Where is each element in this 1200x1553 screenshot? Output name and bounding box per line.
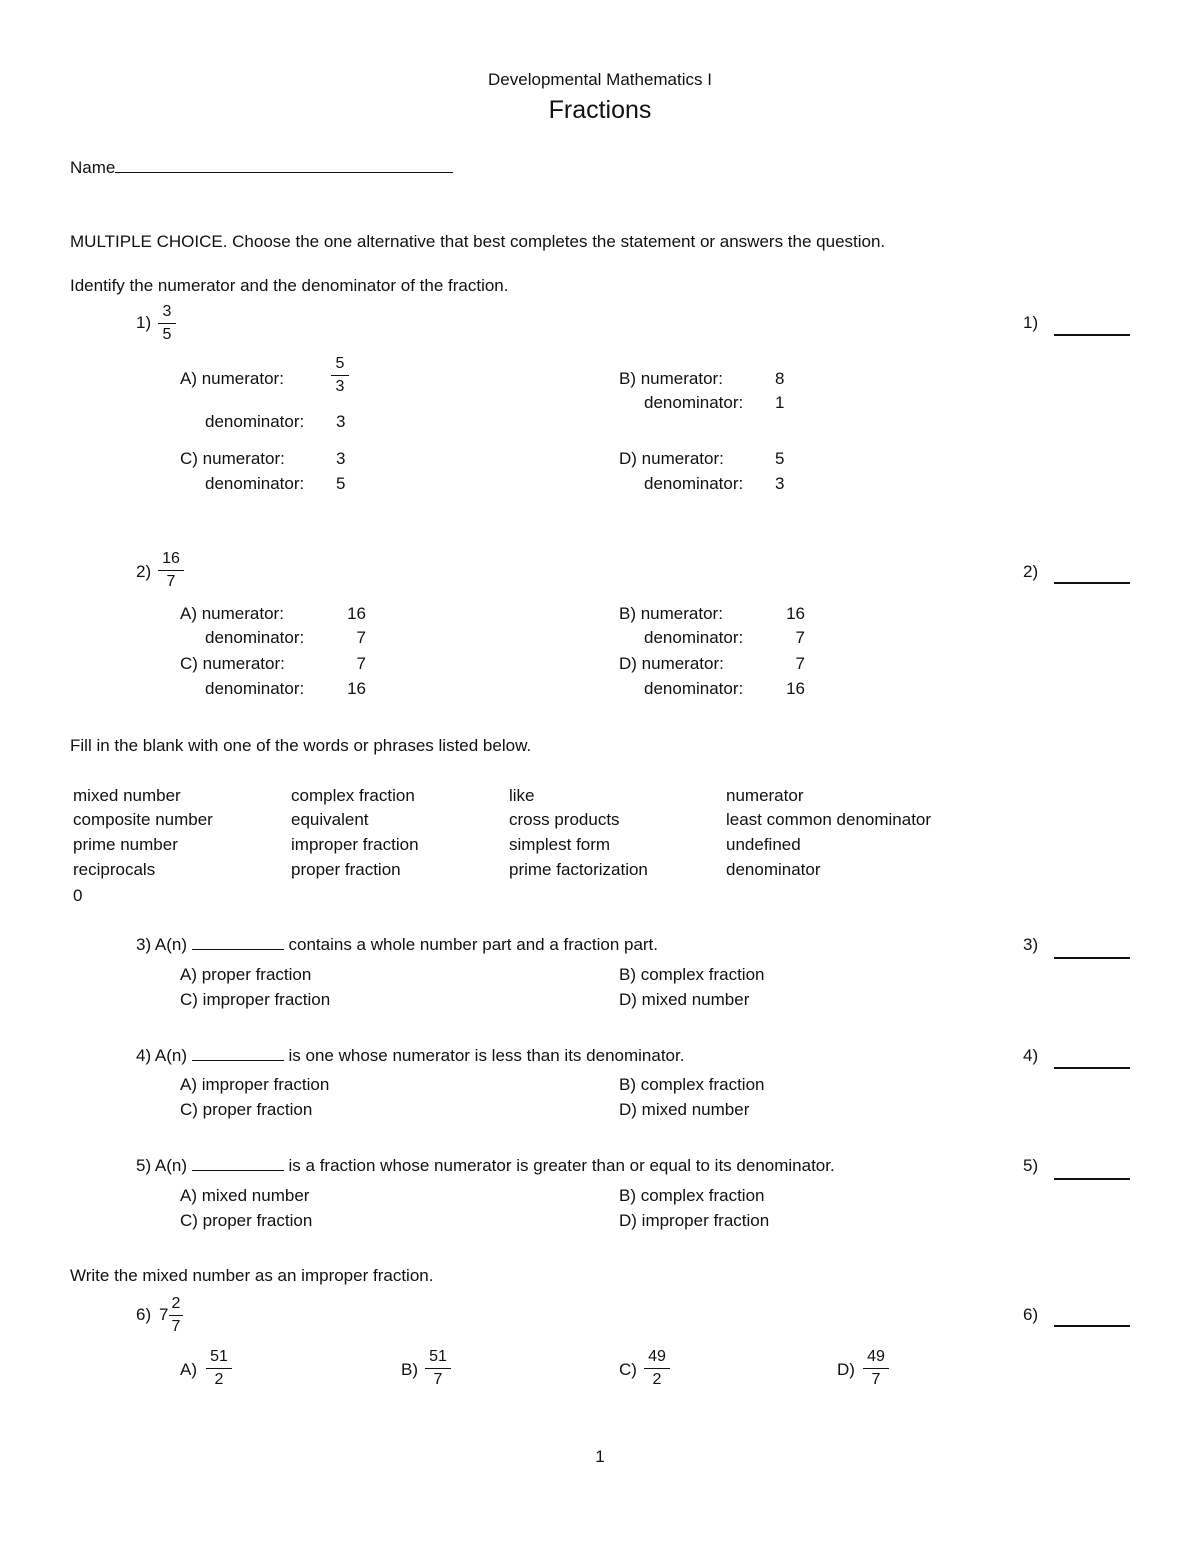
choice-c-numerator-value: 7 <box>356 654 366 673</box>
fraction-bar <box>863 1368 889 1369</box>
choice-c-label[interactable]: C) <box>619 1360 637 1379</box>
fraction-bar <box>206 1368 232 1369</box>
question-prefix: A(n) <box>154 935 188 954</box>
word-bank-item: complex fraction <box>291 786 415 805</box>
fraction-bar <box>158 323 176 324</box>
fraction-bar <box>644 1368 670 1369</box>
question-stem <box>136 1046 684 1066</box>
choice-a-fraction <box>331 354 349 397</box>
choice-a-denominator-label: denominator: <box>205 412 305 431</box>
numerator: 51 <box>210 1348 228 1365</box>
choice-b-fraction <box>425 1347 451 1390</box>
answer-number: 6) <box>1023 1305 1039 1324</box>
mixed-whole: 7 <box>159 1305 169 1324</box>
numerator: 49 <box>867 1348 885 1365</box>
choice-d[interactable]: D) improper fraction <box>619 1211 770 1230</box>
answer-blank[interactable] <box>1054 582 1130 584</box>
denominator: 5 <box>162 326 172 343</box>
question-stem <box>136 935 658 955</box>
question-number: 6) <box>136 1305 152 1324</box>
choice-c-denominator-value: 16 <box>347 679 366 698</box>
question-text: is one whose numerator is less than its denominator. <box>288 1046 685 1065</box>
answer-number: 4) <box>1023 1046 1039 1065</box>
choice-b-denominator-value: 7 <box>795 628 805 647</box>
choice-a-denominator-label: denominator: <box>205 628 305 647</box>
choice-c-label[interactable]: C) numerator: <box>180 449 285 468</box>
word-bank-item: numerator <box>726 786 804 805</box>
choice-a[interactable]: A) proper fraction <box>180 965 312 984</box>
word-bank-item: equivalent <box>291 810 369 829</box>
choice-d-denominator-label: denominator: <box>644 679 744 698</box>
choice-a-label[interactable]: A) <box>180 1360 197 1379</box>
question-stem <box>136 1156 835 1176</box>
answer-blank[interactable] <box>1054 957 1130 959</box>
denominator: 7 <box>433 1371 443 1388</box>
fill-blank[interactable] <box>192 949 284 950</box>
answer-blank[interactable] <box>1054 1178 1130 1180</box>
name-field[interactable] <box>70 158 453 178</box>
choice-a-label[interactable]: A) numerator: <box>180 604 284 623</box>
choice-c[interactable]: C) improper fraction <box>180 990 331 1009</box>
choice-c-denominator-value: 5 <box>336 474 346 493</box>
choice-d-label[interactable]: D) numerator: <box>619 449 724 468</box>
word-bank-item: prime factorization <box>509 860 648 879</box>
numerator: 49 <box>648 1348 666 1365</box>
page-title: Fractions <box>548 96 652 124</box>
choice-c[interactable]: C) proper fraction <box>180 1211 313 1230</box>
choice-b-numerator-value: 16 <box>786 604 805 623</box>
question-prefix: A(n) <box>154 1046 188 1065</box>
word-bank-item: cross products <box>509 810 620 829</box>
choice-c-denominator-label: denominator: <box>205 474 305 493</box>
denominator: 3 <box>335 378 345 395</box>
choice-d-denominator-value: 3 <box>775 474 785 493</box>
name-blank[interactable] <box>115 172 453 173</box>
page-number: 1 <box>595 1447 605 1466</box>
answer-number: 1) <box>1023 313 1039 332</box>
choice-c[interactable]: C) proper fraction <box>180 1100 313 1119</box>
choice-d-denominator-label: denominator: <box>644 474 744 493</box>
choice-d-label[interactable]: D) numerator: <box>619 654 724 673</box>
numerator: 5 <box>335 355 345 372</box>
choice-d[interactable]: D) mixed number <box>619 1100 750 1119</box>
question-text: contains a whole number part and a fraction part. <box>288 935 659 954</box>
choice-d-denominator-value: 16 <box>786 679 805 698</box>
choice-b-label[interactable]: B) numerator: <box>619 604 723 623</box>
denominator: 7 <box>871 1371 881 1388</box>
choice-d[interactable]: D) mixed number <box>619 990 750 1009</box>
numerator: 16 <box>162 550 180 567</box>
word-bank-item: undefined <box>726 835 801 854</box>
choice-b-label[interactable]: B) numerator: <box>619 369 723 388</box>
word-bank-item: composite number <box>73 810 213 829</box>
choice-b-denominator-label: denominator: <box>644 393 744 412</box>
choice-b-denominator-label: denominator: <box>644 628 744 647</box>
denominator: 7 <box>166 573 176 590</box>
choice-d-label[interactable]: D) <box>837 1360 855 1379</box>
choice-b[interactable]: B) complex fraction <box>619 1186 765 1205</box>
choice-c-fraction <box>644 1347 670 1390</box>
choice-b[interactable]: B) complex fraction <box>619 1075 765 1094</box>
section-heading-fill-in: Fill in the blank with one of the words or phrases listed below. <box>70 736 532 755</box>
word-bank-item: denominator <box>726 860 821 879</box>
answer-blank[interactable] <box>1054 334 1130 336</box>
choice-c-denominator-label: denominator: <box>205 679 305 698</box>
choice-b-numerator-value: 8 <box>775 369 785 388</box>
choice-c-label[interactable]: C) numerator: <box>180 654 285 673</box>
choice-d-numerator-value: 5 <box>775 449 785 468</box>
answer-number: 3) <box>1023 935 1039 954</box>
question-fraction <box>158 302 176 345</box>
fraction-bar <box>331 375 349 376</box>
word-bank-item: least common denominator <box>726 810 932 829</box>
numerator: 3 <box>162 303 172 320</box>
word-bank-item: proper fraction <box>291 860 401 879</box>
word-bank-item: reciprocals <box>73 860 156 879</box>
choice-a-denominator-value: 3 <box>336 412 346 431</box>
choice-a-numerator-value: 16 <box>347 604 366 623</box>
course-title: Developmental Mathematics I <box>488 70 712 89</box>
numerator: 2 <box>171 1295 181 1312</box>
fraction-bar <box>158 570 184 571</box>
choice-a-label[interactable]: A) numerator: <box>180 369 284 388</box>
instructions: MULTIPLE CHOICE. Choose the one alternative that best completes the statement or answers the question. <box>70 232 886 251</box>
word-bank-item: simplest form <box>509 835 611 854</box>
word-bank-item: like <box>509 786 535 805</box>
choice-b-denominator-value: 1 <box>775 393 785 412</box>
question-number: 4) <box>136 1046 152 1065</box>
question-fraction <box>169 1294 183 1337</box>
question-number: 3) <box>136 935 152 954</box>
fill-blank[interactable] <box>192 1170 284 1171</box>
choice-a[interactable]: A) improper fraction <box>180 1075 330 1094</box>
fill-blank[interactable] <box>192 1060 284 1061</box>
answer-blank[interactable] <box>1054 1325 1130 1327</box>
choice-a-denominator-value: 7 <box>356 628 366 647</box>
question-number: 1) <box>136 313 152 332</box>
fraction-bar <box>169 1315 183 1316</box>
word-bank-item: improper fraction <box>291 835 419 854</box>
choice-b[interactable]: B) complex fraction <box>619 965 765 984</box>
choice-a-fraction <box>206 1347 232 1390</box>
numerator: 51 <box>429 1348 447 1365</box>
denominator: 7 <box>171 1318 181 1335</box>
question-number: 2) <box>136 562 152 581</box>
denominator: 2 <box>214 1371 224 1388</box>
word-bank-item: mixed number <box>73 786 181 805</box>
section-heading-identify: Identify the numerator and the denominator of the fraction. <box>70 276 509 295</box>
fraction-bar <box>425 1368 451 1369</box>
choice-c-numerator-value: 3 <box>336 449 346 468</box>
question-text: is a fraction whose numerator is greater than or equal to its denominator. <box>288 1156 835 1175</box>
question-number: 5) <box>136 1156 152 1175</box>
choice-a[interactable]: A) mixed number <box>180 1186 310 1205</box>
question-fraction <box>158 549 184 592</box>
word-bank-item: 0 <box>73 886 83 905</box>
name-label: Name <box>70 158 116 177</box>
denominator: 2 <box>652 1371 662 1388</box>
choice-b-label[interactable]: B) <box>401 1360 418 1379</box>
answer-number: 5) <box>1023 1156 1039 1175</box>
section-heading-mixed-number: Write the mixed number as an improper fraction. <box>70 1266 434 1285</box>
answer-number: 2) <box>1023 562 1039 581</box>
choice-d-fraction <box>863 1347 889 1390</box>
answer-blank[interactable] <box>1054 1067 1130 1069</box>
word-bank-item: prime number <box>73 835 178 854</box>
question-prefix: A(n) <box>154 1156 188 1175</box>
choice-d-numerator-value: 7 <box>795 654 805 673</box>
